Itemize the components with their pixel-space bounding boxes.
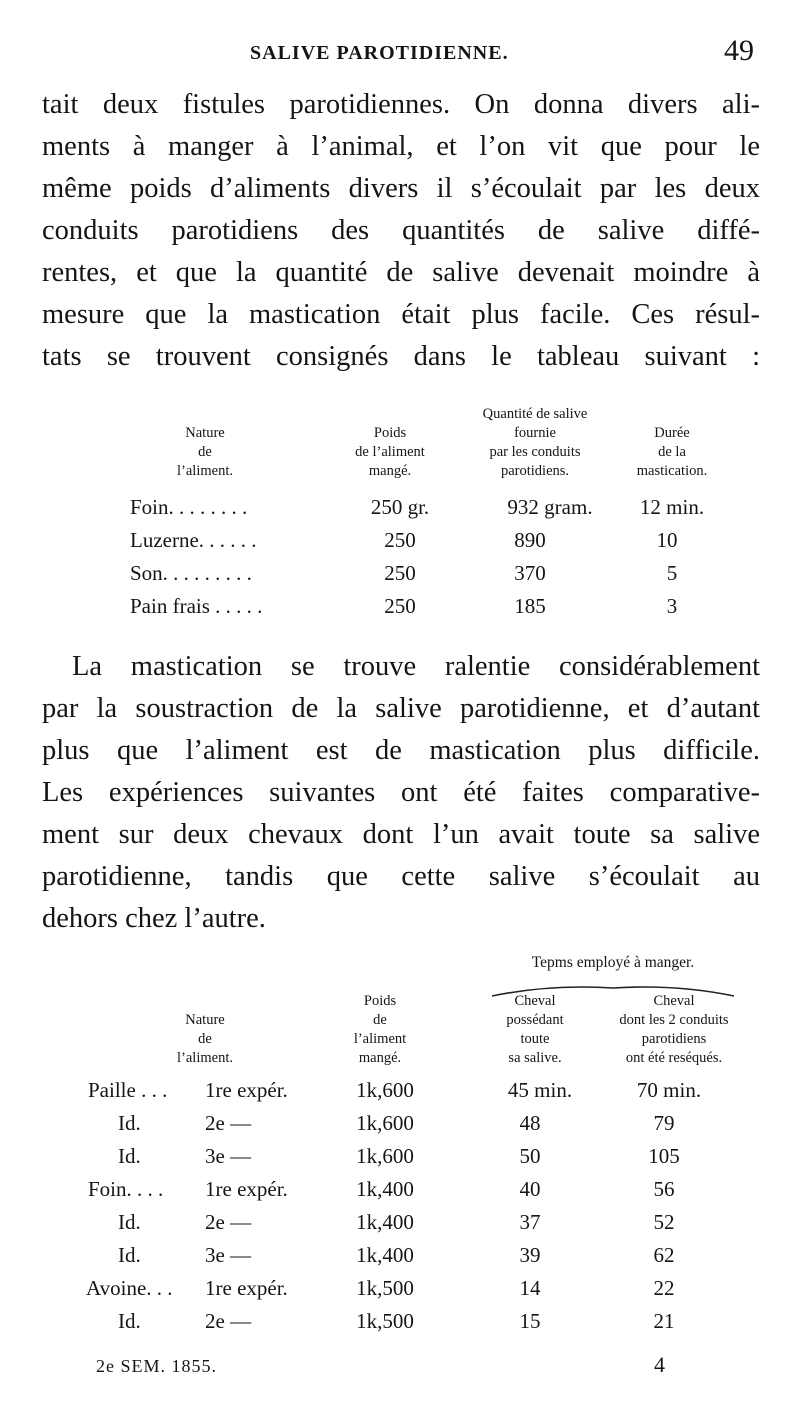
table1-salive: 890 bbox=[514, 528, 546, 552]
table1-aliment: Luzerne. . . . . . bbox=[130, 528, 257, 552]
table2-exper: 3e — bbox=[205, 1144, 252, 1168]
text-line: tats se trouvent consignés dans le tableau suivant : bbox=[42, 341, 760, 372]
table2-header-poids: Poids de l’aliment mangé. bbox=[353, 993, 407, 1066]
table2-poids: 1k,600 bbox=[356, 1111, 414, 1135]
table2-poids: 1k,500 bbox=[356, 1309, 414, 1333]
table2-exper: 2e — bbox=[205, 1309, 252, 1333]
table1-header-nature: Nature de l’aliment. bbox=[177, 425, 233, 479]
table1-poids: 250 bbox=[384, 594, 416, 618]
paragraph-1 bbox=[42, 84, 760, 378]
table2-exper: 3e — bbox=[205, 1243, 252, 1267]
text-line: ment sur deux chevaux dont l’un avait toute sa salive bbox=[42, 819, 760, 850]
table-row bbox=[0, 1108, 800, 1138]
table1-duree: 5 bbox=[666, 561, 678, 585]
text-line: rentes, et que la quantité de salive devenait moindre à bbox=[42, 257, 760, 288]
table2-exper: 2e — bbox=[205, 1210, 252, 1234]
table1-header-poids: Poids de l’aliment mangé. bbox=[355, 425, 425, 479]
text-line: Les expériences suivantes ont été faites comparative- bbox=[42, 777, 760, 808]
table2-exper: 1re expér. bbox=[205, 1078, 288, 1102]
text-line: tait deux fistules parotidiennes. On donna divers ali- bbox=[42, 89, 760, 120]
table-row bbox=[0, 591, 800, 621]
table2-cheval2: 56 bbox=[653, 1177, 675, 1201]
table1-salive: 932 gram. bbox=[507, 495, 593, 519]
text-line: ments à manger à l’animal, et l’on vit que pour le bbox=[42, 131, 760, 162]
sheet-number: 4 bbox=[654, 1352, 665, 1377]
table2-group-header: Tepms employé à manger. bbox=[531, 954, 695, 971]
table2-aliment: Id. bbox=[118, 1243, 141, 1267]
table2-aliment: Id. bbox=[118, 1144, 141, 1168]
table2-aliment: Avoine. . . bbox=[86, 1276, 173, 1300]
table2-cheval2: 70 min. bbox=[636, 1078, 702, 1102]
table2-exper: 1re expér. bbox=[205, 1276, 288, 1300]
table-row bbox=[0, 1174, 800, 1204]
table2-cheval2: 22 bbox=[653, 1276, 675, 1300]
table-row bbox=[0, 1273, 800, 1303]
table1-aliment: Foin. . . . . . . . bbox=[130, 495, 248, 519]
table2-cheval1: 39 bbox=[519, 1243, 541, 1267]
table2-cheval1: 37 bbox=[519, 1210, 541, 1234]
table2-poids: 1k,500 bbox=[356, 1276, 414, 1300]
text-line: dehors chez l’autre. bbox=[42, 903, 266, 934]
running-head bbox=[0, 34, 800, 70]
table1-duree: 10 bbox=[656, 528, 678, 552]
table2-poids: 1k,600 bbox=[356, 1078, 414, 1102]
table2-cheval1: 15 bbox=[519, 1309, 541, 1333]
table2-cheval1: 50 bbox=[519, 1144, 541, 1168]
table2-cheval2: 105 bbox=[648, 1144, 680, 1168]
text-line: mesure que la mastication était plus facile. Ces résul- bbox=[42, 299, 760, 330]
table2-cheval2: 52 bbox=[653, 1210, 675, 1234]
table2-aliment: Id. bbox=[118, 1309, 141, 1333]
text-line: par la soustraction de la salive parotidienne, et d’autant bbox=[42, 693, 760, 724]
paragraph-2 bbox=[42, 646, 760, 940]
table2-poids: 1k,600 bbox=[356, 1144, 414, 1168]
table2-cheval2: 21 bbox=[653, 1309, 675, 1333]
table-row bbox=[0, 1240, 800, 1270]
table2-cheval2: 79 bbox=[653, 1111, 675, 1135]
text-line: parotidienne, tandis que cette salive s’écoulait au bbox=[42, 861, 760, 892]
text-line: conduits parotidiens des quantités de salive diffé- bbox=[42, 215, 760, 246]
table2-header-cheval1: Cheval possédant toute sa salive. bbox=[506, 993, 564, 1066]
table2-poids: 1k,400 bbox=[356, 1177, 414, 1201]
table2-aliment: Id. bbox=[118, 1111, 141, 1135]
text-line: plus que l’aliment est de mastication plus difficile. bbox=[42, 735, 760, 766]
table2-cheval1: 48 bbox=[519, 1111, 541, 1135]
table2-aliment: Foin. . . . bbox=[88, 1177, 164, 1201]
table2-exper: 2e — bbox=[205, 1111, 252, 1135]
table1-header-quantite: Quantité de salive fournie par les conduits parotidiens. bbox=[482, 406, 588, 479]
table-row bbox=[0, 525, 800, 555]
table2-poids: 1k,400 bbox=[356, 1210, 414, 1234]
table1-poids: 250 bbox=[384, 561, 416, 585]
running-title: SALIVE PAROTIDIENNE. bbox=[250, 42, 509, 64]
signature-mark: 2e SEM. 1855. bbox=[96, 1356, 217, 1376]
table1-aliment: Pain frais . . . . . bbox=[130, 594, 263, 618]
table2-cheval2: 62 bbox=[653, 1243, 675, 1267]
page-footer bbox=[0, 1352, 800, 1386]
table1-poids: 250 bbox=[384, 528, 416, 552]
table-row bbox=[0, 1306, 800, 1336]
table2-cheval1: 45 min. bbox=[507, 1078, 573, 1102]
table-row bbox=[0, 1207, 800, 1237]
table1-poids: 250 gr. bbox=[370, 495, 430, 519]
table-row bbox=[0, 558, 800, 588]
table1-salive: 370 bbox=[514, 561, 546, 585]
table2-header-nature: Nature de l’aliment. bbox=[177, 1012, 233, 1066]
table1-aliment: Son. . . . . . . . . bbox=[130, 561, 252, 585]
table2-poids: 1k,400 bbox=[356, 1243, 414, 1267]
table1-duree: 3 bbox=[666, 594, 678, 618]
table2-exper: 1re expér. bbox=[205, 1177, 288, 1201]
table1-salive: 185 bbox=[514, 594, 546, 618]
table2-cheval1: 40 bbox=[519, 1177, 541, 1201]
table2-aliment: Id. bbox=[118, 1210, 141, 1234]
table1-duree: 12 min. bbox=[639, 495, 705, 519]
table-row bbox=[0, 492, 800, 522]
table2-aliment: Paille . . . bbox=[88, 1078, 168, 1102]
text-line: La mastication se trouve ralentie considérablement bbox=[72, 651, 760, 682]
table1-header-duree: Durée de la mastication. bbox=[636, 425, 708, 479]
table-row bbox=[0, 1141, 800, 1171]
text-line: même poids d’aliments divers il s’écoulait par les deux bbox=[42, 173, 760, 204]
table2-header-cheval2: Cheval dont les 2 conduits parotidiens ont été reséqués. bbox=[619, 993, 729, 1066]
page-number: 49 bbox=[724, 34, 754, 67]
table-row bbox=[0, 1075, 800, 1105]
table2-cheval1: 14 bbox=[519, 1276, 541, 1300]
